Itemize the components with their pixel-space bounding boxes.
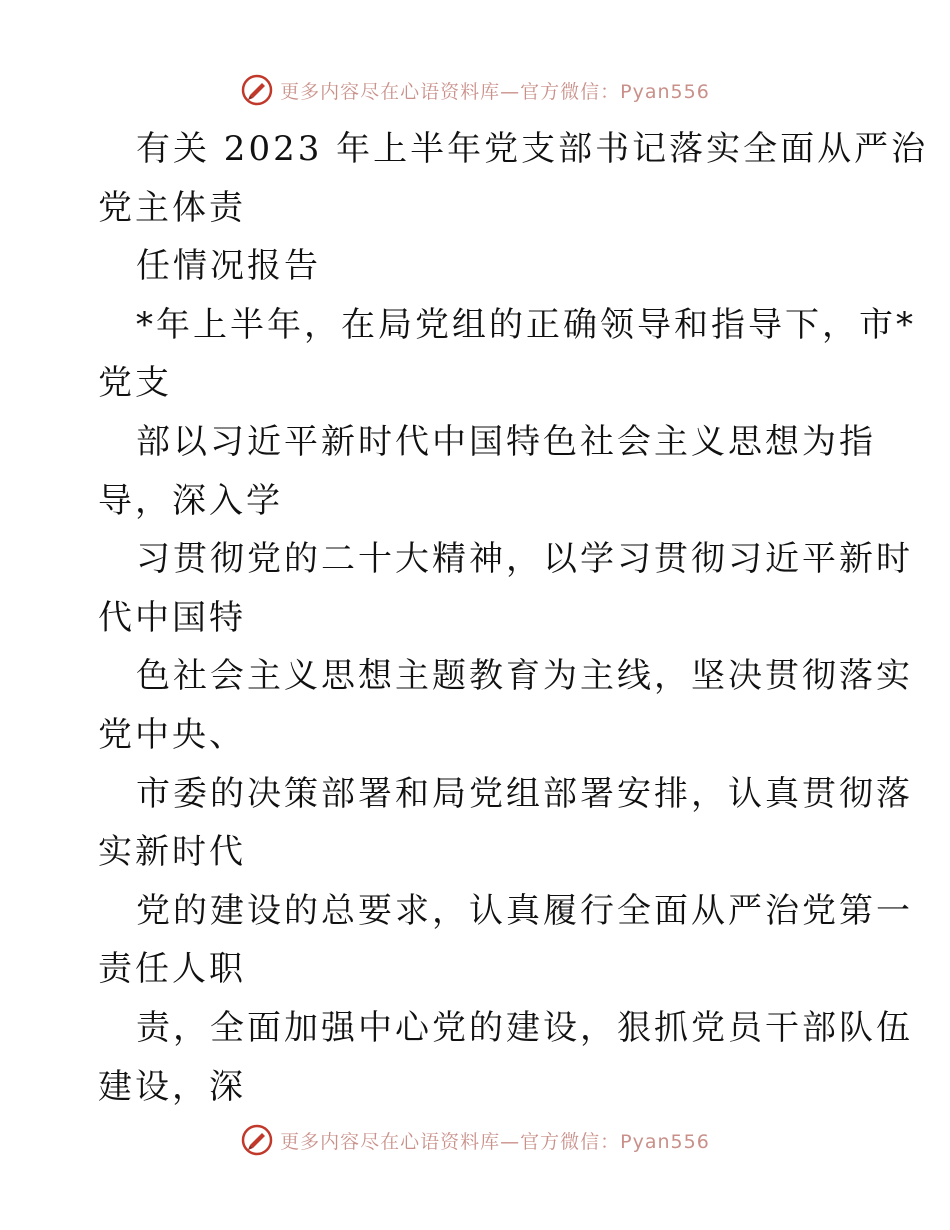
- watermark-text: 更多内容尽在心语资料库—官方微信：Pyan556: [280, 80, 710, 103]
- text-line: 建设，深: [98, 1066, 246, 1107]
- text-line: 代中国特: [98, 597, 246, 638]
- document-body: [98, 120, 929, 1116]
- text-line: 市委的决策部署和局党组部署安排，认真贯彻落: [136, 773, 913, 814]
- text-line: 实新时代: [98, 832, 246, 873]
- text-line: 部以习近平新时代中国特色社会主义思想为指: [136, 421, 876, 462]
- watermark-banner-bottom: [0, 1120, 950, 1160]
- text-line: 党中央、: [98, 714, 246, 755]
- text-line: 导，深入学: [98, 480, 283, 521]
- text-line: 任情况报告: [136, 246, 321, 287]
- text-line: *年上半年，在局党组的正确领导和指导下，市*: [136, 304, 916, 345]
- text-line: 色社会主义思想主题教育为主线，坚决贯彻落实: [136, 656, 913, 697]
- pen-logo-icon: [240, 1123, 274, 1157]
- pen-logo-icon: [240, 73, 274, 107]
- text-line: 有关 2023 年上半年党支部书记落实全面从严治: [136, 129, 929, 169]
- text-line: 责任人职: [98, 949, 246, 990]
- text-line: 责，全面加强中心党的建设，狠抓党员干部队伍: [136, 1007, 913, 1048]
- text-line: 党的建设的总要求，认真履行全面从严治党第一: [136, 890, 913, 931]
- watermark-banner-top: [0, 70, 950, 110]
- watermark-text: 更多内容尽在心语资料库—官方微信：Pyan556: [280, 1130, 710, 1153]
- text-line: 党支: [98, 363, 172, 404]
- text-line: 习贯彻党的二十大精神，以学习贯彻习近平新时: [136, 539, 913, 580]
- text-line: 党主体责: [98, 187, 246, 228]
